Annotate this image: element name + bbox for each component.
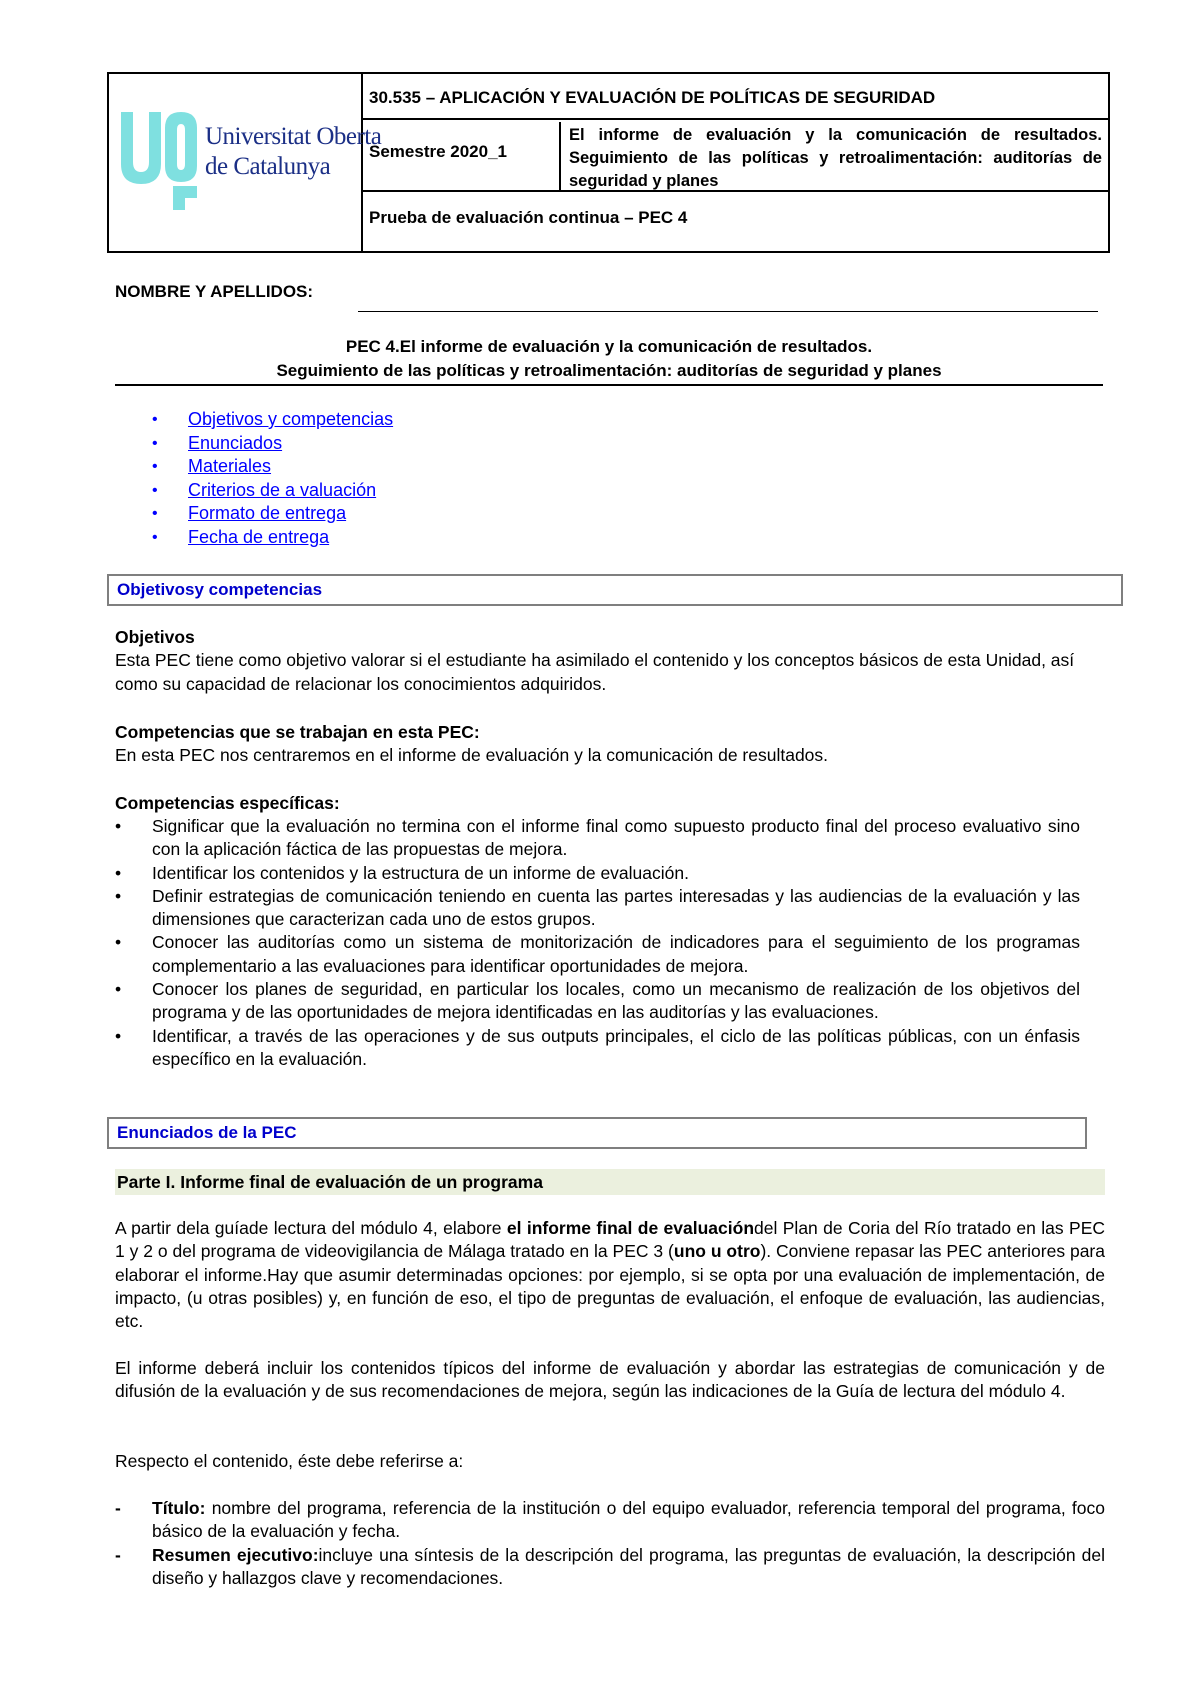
uoc-logo-mark-icon <box>119 110 199 212</box>
list-item-label: Título: <box>152 1498 206 1518</box>
name-label: NOMBRE Y APELLIDOS: <box>115 282 314 301</box>
title-line1: PEC 4.El informe de evaluación y la comunicación de resultados. <box>345 337 873 356</box>
topic-text: El informe de evaluación y la comunicación de resultados. Seguimiento de las políticas y retroalimentación: auditorías de seguridad y planes <box>569 126 1102 190</box>
list-item-text: Conocer las auditorías como un sistema de monitorización de indicadores para el seguimiento de los programas complementario a las evaluaciones para identificar oportunidades de mejora. <box>152 932 1080 976</box>
toc-link-fecha[interactable]: Fecha de entrega <box>188 526 330 547</box>
logo-line2: de Catalunya <box>205 153 331 180</box>
header-table <box>107 72 1110 253</box>
list-item <box>115 885 1080 932</box>
section-header-objetivos: Objetivosy competencias <box>107 574 1123 606</box>
uoc-logo-text <box>205 122 381 182</box>
especificas-heading <box>115 792 1105 815</box>
list-item <box>115 862 1080 885</box>
list-item-text: Conocer los planes de seguridad, en particular los locales, como un mecanismo de realización de los objetivos del programa y de las oportunidades de mejora identificadas en las auditorías y las evaluaciones. <box>152 979 1080 1023</box>
bullet-icon: • <box>152 528 158 546</box>
p1-text-a: A partir dela guíade lectura del módulo 4, elabore <box>115 1218 507 1238</box>
parte1-paragraph1 <box>115 1217 1105 1333</box>
section-header-enunciados: Enunciados de la PEC <box>107 1117 1087 1149</box>
contenido-list <box>115 1497 1105 1590</box>
uoc-logo <box>119 110 382 212</box>
parte1-paragraph3: Respecto el contenido, éste debe referirse a: <box>115 1451 464 1471</box>
list-item-label: Resumen ejecutivo: <box>152 1544 319 1565</box>
toc-link-formato[interactable]: Formato de entrega <box>188 503 347 523</box>
bullet-icon: • <box>152 411 158 428</box>
list-item <box>115 931 1080 978</box>
toc-link-criterios[interactable]: Criterios de a valuación <box>188 479 377 500</box>
toc-item <box>150 502 393 526</box>
bullet-icon: • <box>115 862 122 883</box>
toc-item <box>150 479 393 503</box>
table-of-contents <box>150 408 393 549</box>
list-item-text: incluye una síntesis de la descripción del programa, las preguntas de evaluación, la descripción del diseño y hallazgos clave y recomendaciones. <box>152 1544 1106 1588</box>
competencias-block <box>115 721 1105 768</box>
list-item-text: Significar que la evaluación no termina con el informe final como supuesto producto final del proceso evaluativo sino con la aplicación fáctica de las propuestas de mejora. <box>152 816 1080 860</box>
bullet-icon: • <box>152 505 158 522</box>
page-title <box>115 335 1103 383</box>
semester-row <box>363 122 1108 192</box>
objetivos-text: Esta PEC tiene como objetivo valorar si el estudiante ha asimilado el contenido y los conceptos básicos de esta Unidad, así como su capacidad de relacionar los conocimientos adquiridos. <box>115 650 1075 694</box>
toc-item <box>150 432 393 456</box>
bullet-icon: • <box>115 979 122 1000</box>
p1-text-e: ). Conviene repasar las PEC anteriores para elaborar el informe.Hay que asumir determinadas opciones: por ejemplo, si se opta por una evaluación de implementación, de impacto, (u otras posibles) y, en función de eso, el tipo de preguntas de evaluación, el enfoque de evaluación, las audiencias, etc. <box>115 1241 1105 1332</box>
toc-item <box>150 408 393 432</box>
list-item <box>115 1497 1105 1544</box>
parte1-heading: Parte I. Informe final de evaluación de un programa <box>115 1169 1105 1195</box>
dash-icon: - <box>115 1544 121 1565</box>
objetivos-heading: Objetivos <box>115 627 195 647</box>
p1-text-bold: el informe final de evaluación <box>506 1218 755 1238</box>
dash-icon: - <box>115 1498 121 1518</box>
list-item <box>115 815 1080 862</box>
list-item-text: Definir estrategias de comunicación teniendo en cuenta las partes interesadas y las audiencias de la evaluación y las dimensiones que caracterizan cada uno de estos grupos. <box>152 885 1080 930</box>
test-label: Prueba de evaluación continua – PEC 4 <box>369 208 688 227</box>
list-item <box>115 978 1080 1025</box>
title-divider <box>115 384 1103 386</box>
course-title: 30.535 – APLICACIÓN Y EVALUACIÓN DE POLÍTICAS DE SEGURIDAD <box>363 74 1108 120</box>
p1-text-bold2: uno u otro <box>673 1241 761 1262</box>
list-item-text: Identificar los contenidos y la estructura de un informe de evaluación. <box>152 862 689 883</box>
list-item <box>115 1544 1105 1591</box>
name-input-line[interactable] <box>358 311 1098 312</box>
title-line2: Seguimiento de las políticas y retroalimentación: auditorías de seguridad y planes <box>276 361 942 380</box>
objetivos-block <box>115 626 1105 696</box>
parte1-paragraph2: El informe deberá incluir los contenidos típicos del informe de evaluación y abordar las estrategias de comunicación y de difusión de la evaluación y de sus recomendaciones de mejora, según las indicaciones de la Guía de lectura del módulo 4. <box>115 1358 1105 1402</box>
p1-text-c: del Plan de Coria del Río tratado en las PEC 1 y 2 o del programa de videovigilancia de Málaga tratado en la PEC 3 ( <box>115 1218 1106 1262</box>
bullet-icon: • <box>115 1025 122 1046</box>
bullet-icon: • <box>115 816 122 836</box>
especificas-heading-text: Competencias específicas: <box>115 793 340 813</box>
bullet-icon: • <box>152 458 158 475</box>
competencias-heading: Competencias que se trabajan en esta PEC: <box>115 722 480 742</box>
toc-link-objetivos[interactable]: Objetivos y competencias <box>188 409 394 429</box>
especificas-list <box>115 815 1080 1071</box>
logo-line1: Universitat Oberta <box>205 123 382 150</box>
competencias-text: En esta PEC nos centraremos en el informe de evaluación y la comunicación de resultados. <box>115 745 829 766</box>
bullet-icon: • <box>115 885 122 906</box>
semester-label: Semestre 2020_1 <box>363 122 561 190</box>
toc-link-materiales[interactable]: Materiales <box>188 456 272 476</box>
toc-item <box>150 455 393 479</box>
bullet-icon: • <box>152 481 158 499</box>
list-item-text: Identificar, a través de las operaciones y de sus outputs principales, el ciclo de las políticas públicas, con un énfasis específico en la evaluación. <box>152 1025 1080 1069</box>
logo-cell <box>109 74 382 251</box>
bullet-icon: • <box>115 932 122 953</box>
list-item-text: nombre del programa, referencia de la institución o del equipo evaluador, referencia temporal del programa, foco básico de la evaluación y fecha. <box>152 1498 1105 1542</box>
list-item <box>115 1025 1080 1072</box>
toc-link-enunciados[interactable]: Enunciados <box>188 432 283 453</box>
toc-item <box>150 526 393 550</box>
bullet-icon: • <box>152 434 158 452</box>
